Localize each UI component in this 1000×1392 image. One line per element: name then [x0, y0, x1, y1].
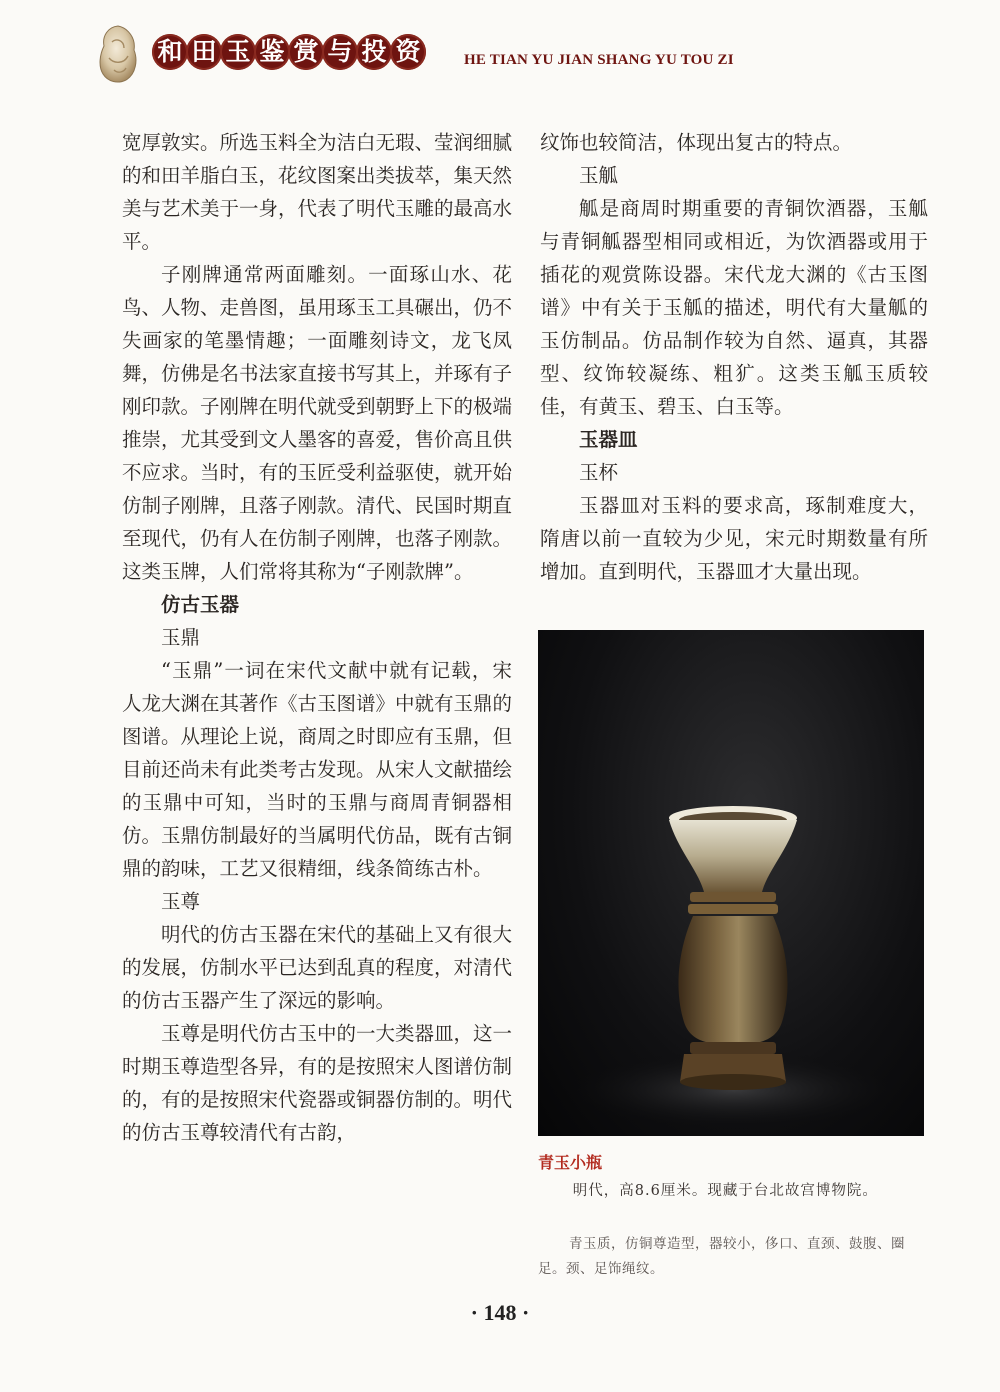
paragraph: 宽厚敦实。所选玉料全为洁白无瑕、莹润细腻的和田羊脂白玉，花纹图案出类拔萃，集天然美与艺术美于一身，代表了明代玉雕的最高水平。 [122, 131, 513, 253]
paragraph: 子刚牌通常两面雕刻。一面琢山水、花鸟、人物、走兽图，虽用琢玉工具碾出，仍不失画家的笔墨情趣；一面雕刻诗文，龙飞凤舞，仿佛是名书法家直接书写其上，并琢有子刚印款。子刚牌在明代就受到朝野上下的极端推崇，尤其受到文人墨客的喜爱，售价高且供不应求。当时，有的玉匠受利益驱使，就开始仿制子刚牌，且落子刚款。清代、民国时期直至现代，仍有人在仿制子刚牌，也落子刚款。这类玉牌，人们常将其称为“子刚款牌”。 [122, 263, 513, 583]
section-heading: 仿古玉器 [161, 593, 240, 616]
subsection-heading: 玉杯 [579, 461, 619, 484]
figure-caption-title: 青玉小瓶 [538, 1153, 603, 1172]
title-char: 与 [322, 34, 358, 70]
figure-description: 青玉质，仿铜尊造型，器较小，侈口、直颈、鼓腹、圈足。颈、足饰绳纹。 [538, 1236, 906, 1277]
jade-vase-illustration [538, 630, 924, 1136]
paragraph: 明代的仿古玉器在宋代的基础上又有很大的发展，仿制水平已达到乱真的程度，对清代的仿古玉器产生了深远的影响。 [122, 923, 513, 1012]
left-column [122, 126, 512, 1149]
figure-caption: 明代，高8.6厘米。现藏于台北故宫博物院。 [572, 1183, 878, 1199]
paragraph: 觚是商周时期重要的青铜饮酒器，玉觚与青铜觚器型相同或相近，为饮酒器或用于插花的观赏陈设器。宋代龙大渊的《古玉图谱》中有关于玉觚的描述，明代有大量觚的玉仿制品。仿品制作较为自然、逼真，其器型、纹饰较凝练、粗犷。这类玉觚玉质较佳，有黄玉、碧玉、白玉等。 [540, 197, 928, 418]
title-char: 投 [356, 34, 392, 70]
paragraph: 玉器皿对玉料的要求高，琢制难度大，隋唐以前一直较为少见，宋元时期数量有所增加。直到明代，玉器皿才大量出现。 [540, 494, 928, 583]
title-char: 鉴 [254, 34, 290, 70]
paragraph: 玉尊是明代仿古玉中的一大类器皿，这一时期玉尊造型各异，有的是按照宋人图谱仿制的，有的是按照宋代瓷器或铜器仿制的。明代的仿古玉尊较清代有古韵， [122, 1022, 513, 1144]
title-char: 资 [390, 34, 426, 70]
jade-vase-photo [538, 630, 924, 1136]
title-char: 赏 [288, 34, 324, 70]
book-title [152, 34, 424, 70]
title-char: 玉 [220, 34, 256, 70]
page-number: · 148 · [470, 1300, 530, 1325]
section-heading: 玉器皿 [579, 428, 638, 451]
subsection-heading: 玉鼎 [161, 626, 201, 649]
right-column [540, 126, 928, 588]
paragraph: 纹饰也较简洁，体现出复古的特点。 [540, 131, 853, 154]
paragraph: “玉鼎”一词在宋代文献中就有记载，宋人龙大渊在其著作《古玉图谱》中就有玉鼎的图谱。从理论上说，商周之时即应有玉鼎，但目前还尚未有此类考古发现。从宋人文献描绘的玉鼎中可知，当时的玉鼎与商周青铜器相仿。玉鼎仿制最好的当属明代仿品，既有古铜鼎的韵味，工艺又很精细，线条简练古朴。 [122, 659, 513, 880]
subsection-heading: 玉尊 [161, 890, 201, 913]
book-title-pinyin: HE TIAN YU JIAN SHANG YU TOU ZI [464, 52, 734, 68]
title-char: 和 [152, 34, 188, 70]
page-header [0, 0, 1000, 110]
subsection-heading: 玉觚 [579, 164, 619, 187]
jade-carving-icon [94, 24, 142, 84]
title-char: 田 [186, 34, 222, 70]
